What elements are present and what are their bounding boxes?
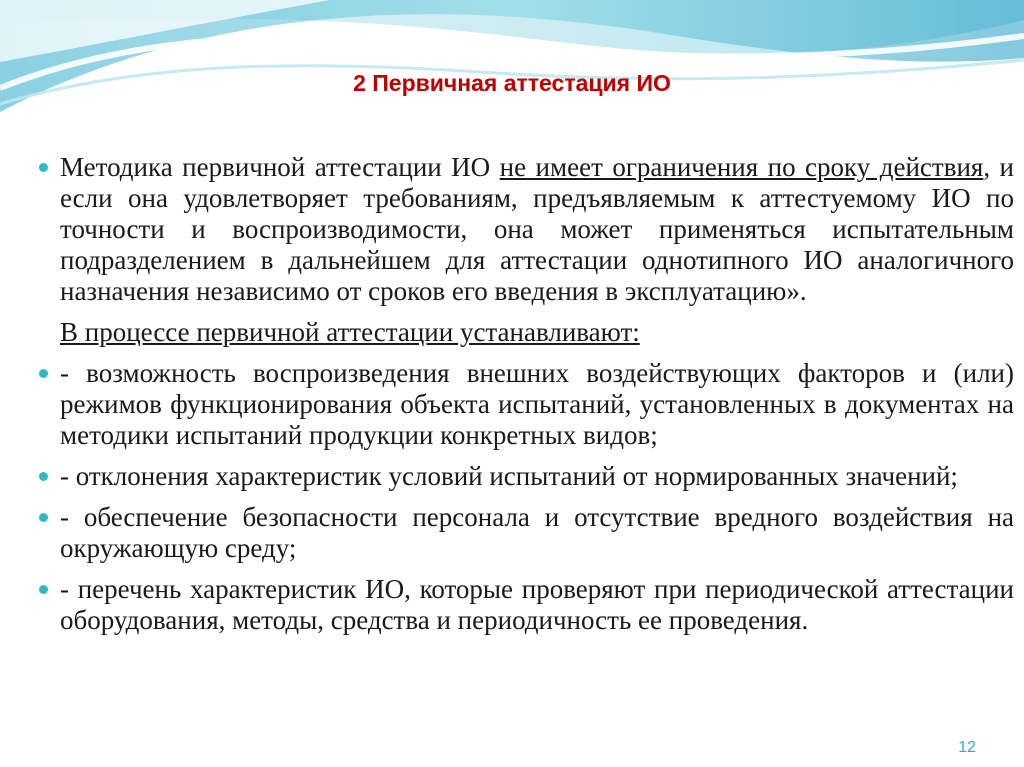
lead-text: В процессе первичной аттестации устанавливают: <box>60 317 640 347</box>
slide-number: 12 <box>958 739 976 756</box>
intro-text-start: Методика первичной аттестации ИО <box>60 152 500 182</box>
slide-title: 2 Первичная аттестация ИО <box>353 70 671 96</box>
list-item: - возможность воспроизведения внешних воздействующих факторов и (или) режимов функционирования объекта испытаний, установленных в документах на методики испытаний продукции конкретных видов; <box>60 358 1014 450</box>
intro-text-end: , и если она удовлетворяет требованиям, предъявляемым к аттестуемому ИО по точности и воспроизводимости, она может применяться испытательным подразделением в дальнейшем для аттестации однотипного ИО аналогичного назначения независимо от сроков его введения в эксплуатацию». <box>60 152 1014 306</box>
list-item: - отклонения характеристик условий испытаний от нормированных значений; <box>60 461 1014 492</box>
list-item: - перечень характеристик ИО, которые проверяют при периодической аттестации оборудования, методы, средства и периодичность ее проведения. <box>60 574 1014 635</box>
intro-paragraph <box>60 152 1014 307</box>
list-item: - обеспечение безопасности персонала и отсутствие вредного воздействия на окружающую среду; <box>60 502 1014 563</box>
lead-line <box>60 317 1014 348</box>
intro-underlined-phrase: не имеет ограничения по сроку действия <box>499 152 984 182</box>
slide-body <box>60 152 1014 646</box>
